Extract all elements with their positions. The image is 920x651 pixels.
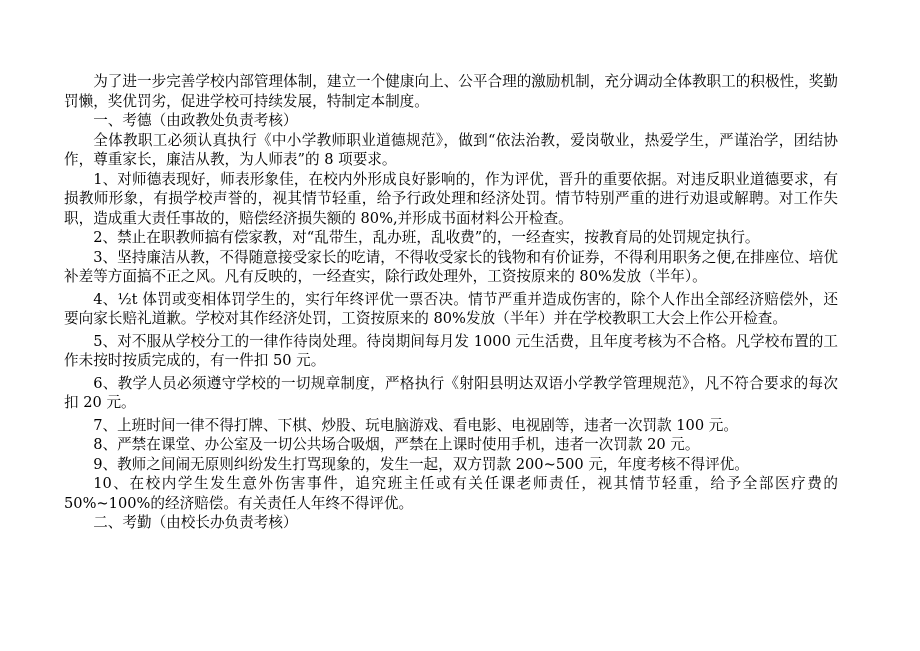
intro-paragraph: 为了进一步完善学校内部管理体制，建立一个健康向上、公平合理的激励机制，充分调动全体教职工的积极性，奖勤罚懒，奖优罚劣，促进学校可持续发展，特制定本制度。 — [64, 73, 838, 110]
rule-item-10: 10、在校内学生发生意外伤害事件，追究班主任或有关任课老师责任，视其情节轻重，给予全部医疗费的 50%~100%的经济赔偿。有关责任人年终不得评优。 — [64, 475, 838, 512]
document-body — [64, 72, 838, 533]
rule-item-2: 2、禁止在职教师搞有偿家教，对“乱带生，乱办班，乱收费”的，一经查实，按教育局的处罚规定执行。 — [93, 229, 760, 246]
section-1-intro: 全体教职工必须认真执行《中小学教师职业道德规范》，做到“依法治教，爱岗敬业，热爱学生，严谨治学，团结协作，尊重家长，廉洁从教，为人师表”的 8 项要求。 — [64, 131, 838, 168]
rule-item-3: 3、坚持廉洁从教，不得随意接受家长的吃请，不得收受家长的钱物和有价证券，不得利用职务之便,在排座位、培优补差等方面搞不正之风。凡有反映的，一经查实，除行政处理外，工资按原来的 80%发放（半年）。 — [64, 248, 838, 285]
rule-item-5: 5、对不服从学校分工的一律作待岗处理。待岗期间每月发 1000 元生活费，且年度考核为不合格。凡学校布置的工作未按时按质完成的，有一件扣 50 元。 — [64, 332, 838, 369]
rule-item-4: 4、½t 体罚或变相体罚学生的，实行年终评优一票否决。情节严重并造成伤害的，除个人作出全部经济赔偿外，还要向家长赔礼道歉。学校对其作经济处罚，工资按原来的 80%发放（半年）并在学校教职工大会上作公开检查。 — [64, 290, 838, 327]
rule-item-9: 9、教师之间闹无原则纠纷发生打骂现象的，发生一起，双方罚款 200~500 元，年度考核不得评优。 — [93, 455, 749, 473]
rule-item-1: 1、对师德表现好，师表形象佳，在校内外形成良好影响的，作为评优，晋升的重要依据。对违反职业道德要求，有损教师形象，有损学校声誉的，视其情节轻重，给予行政处理和经济处罚。情节特别严重的进行劝退或解聘。对工作失职，造成重大责任事故的，赔偿经济损失额的 80%,并形成书面材料公开检查。 — [64, 170, 838, 227]
rule-item-8: 8、严禁在课堂、办公室及一切公共场合吸烟，严禁在上课时使用手机，违者一次罚款 20 元。 — [93, 436, 700, 453]
rule-item-7: 7、上班时间一律不得打牌、下棋、炒股、玩电脑游戏、看电影、电视剧等，违者一次罚款 100 元。 — [93, 416, 738, 434]
section-1-heading: 一、考德（由政教处负责考核） — [93, 112, 298, 129]
section-2-heading: 二、考勤（由校长办负责考核） — [93, 514, 298, 531]
rule-item-6: 6、教学人员必须遵守学校的一切规章制度，严格执行《射阳县明达双语小学教学管理规范》，凡不符合要求的每次扣 20 元。 — [64, 374, 838, 411]
